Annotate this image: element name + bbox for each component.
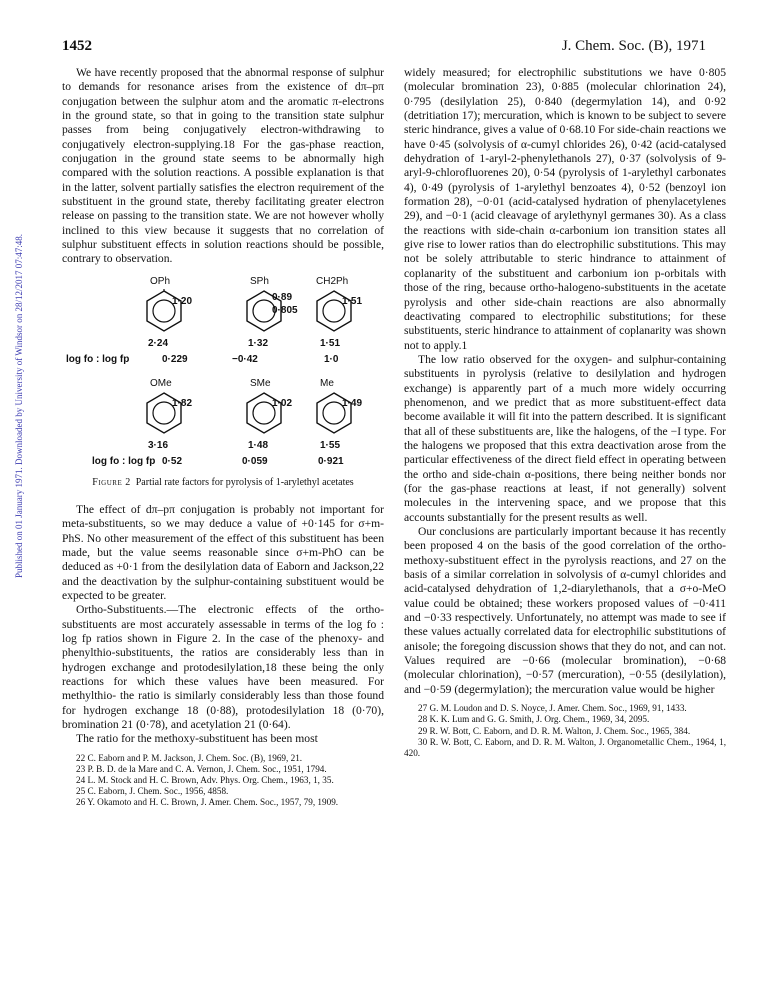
log-ratio-value: 0·059 — [242, 455, 268, 467]
caption-text: Partial rate factors for pyrolysis of 1-arylethyl acetates — [135, 476, 354, 488]
page-header — [62, 38, 706, 60]
left-column — [62, 66, 384, 809]
log-ratio-row-1 — [62, 353, 384, 369]
figure-2 — [62, 275, 384, 489]
log-ratio-value: −0·42 — [232, 353, 258, 365]
ortho-factor: 1·49 — [342, 397, 363, 409]
page-number: 1452 — [62, 38, 92, 54]
molecule-methyl — [298, 377, 368, 455]
substituent-label: SPh — [250, 275, 269, 287]
ortho-factor-2: 0·805 — [272, 304, 298, 316]
para-factor: 1·48 — [248, 439, 269, 451]
reference: 23 P. B. D. de la Mare and C. A. Vernon, J. Chem. Soc., 1951, 1794. — [76, 763, 327, 774]
log-ratio-value: 1·0 — [324, 353, 339, 365]
download-watermark[interactable]: Published on 01 January 1971. Downloaded by University of Windsor on 28/12/2017 07:47:48. — [14, 234, 24, 578]
reference: 27 G. M. Loudon and D. S. Noyce, J. Amer. Chem. Soc., 1969, 91, 1433. — [418, 703, 687, 714]
figure-row-2 — [62, 377, 384, 455]
reference: 24 L. M. Stock and H. C. Brown, Adv. Phys. Org. Chem., 1963, 1, 35. — [76, 775, 334, 786]
log-ratio-label: log fo : log fp — [92, 455, 156, 467]
ortho-factor: 1·20 — [172, 295, 193, 307]
reference: 29 R. W. Bott, C. Eaborn, and D. R. M. Walton, J. Chem. Soc., 1965, 384. — [418, 725, 691, 736]
paragraph: widely measured; for electrophilic substitutions we have 0·805 (molecular bromination 23), 0·885 (molecular chlorination 24), 0·795 (desilylation 25), 0·840 (degermylation 14), and 0·92 (detritiation 17); mercuration, which is known to be subject to severe steric hindrance, gives a value of 0·68.10 For side-chain reactions we have 0·45 (solvolysis of α-cumyl chlorides 26), 0·42 (acid-catalysed dehydration of 1-aryl-2-phenylethanols 27), 0·37 (solvolysis of 9-aryl-9-chlorofluorenes 20), 0·54 (pyrolysis of 1-arylethyl carbonates 4), 0·49 (pyrolysis of 1-arylethyl benzoates 4), 0·52 (benzoyl ion formation 28), −0·01 (acid-catalysed hydration of phenylacetylenes 29), and −0·1 (acid cleavage of arylethynyl germanes 30). As a class the reactions with side-chain α-carbonium ion transition states all give rise to lower ratios than do electrophilic substitutions. This may not be solely attributable to steric hindrance to attainment of coplanarity of the substituent and carbonium ion p-orbitals with those of the ring, because ortho-halogeno-substituents in the acetate pyrolysis and other side-chain reactions are also abnormally deactivating compared to electrophilic substitutions; for these substituents, steric hindrance to attainment of coplanarity was shown not to apply.1 — [404, 66, 726, 352]
ortho-factor: 1·51 — [342, 295, 363, 307]
substituent-label: CH2Ph — [316, 275, 349, 287]
log-ratio-value: 0·921 — [318, 455, 344, 467]
para-factor: 2·24 — [148, 337, 169, 349]
paragraph: Ortho-Substituents.—The electronic effects of the ortho-substituents are most accurately assessable in terms of the log fo : log fp ratios shown in Figure 2. In the case of the phenoxy- and phenylthio-substituents, the ratios are considerably less than in hydrogen exchange and protodesilylation,18 these being the only reactions for which these values have been measured. For methylthio- the ratio is similarly considerably less than those found for hydrogen exchange 18 (0·88), protodesilylation 18 (0·70), bromination 21 (0·78), and acetylation 21 (0·64). — [62, 603, 384, 731]
paragraph: The effect of dπ–pπ conjugation is probably not important for meta-substituents, so we may deduce a value of +0·145 for σ+m-PhS. No other measurement of the effect of this substituent has been made, but the value seems reasonable since σ+m-PhO can be deduced as +0·1 from the desilylation data of Eaborn and Jackson,22 and the deactivation by the sulphur-containing substituent would be expected to be greater. — [62, 502, 384, 602]
substituent-label: OPh — [150, 275, 171, 287]
para-factor: 1·32 — [248, 337, 269, 349]
molecule-omethyl — [128, 377, 198, 455]
footnotes — [404, 703, 726, 759]
substituent-label: OMe — [150, 377, 172, 389]
log-ratio-value: 0·52 — [162, 455, 183, 467]
molecule-ophenyl — [128, 275, 198, 353]
paragraph: Our conclusions are particularly important because it has recently been proposed 4 on the basis of the good correlation of the ortho-methoxy-substituent effect in the pyrolysis reactions, and 27 on the basis of a similar correlation in solvolysis of α-cumyl chlorides and acid-catalysed dehydration of 1,2-diarylethanols, that a σ+o-MeO value could be obtained; these workers proposed values of −0·411 and −0·33 respectively. Unfortunately, no attempt was made to see if these values actually correlated data for electrophilic substitutions of anisole; the foregoing discussion shows that they do not, and can not. Values required are −0·66 (molecular bromination), −0·68 (molecular chlorination), −0·57 (mercuration), −0·55 (desilylation), and −0·59 (degermylation); the mercuration value would be higher — [404, 525, 726, 696]
molecule-sphenyl — [228, 275, 298, 353]
figure-caption — [62, 477, 384, 489]
reference: 22 C. Eaborn and P. M. Jackson, J. Chem. Soc. (B), 1969, 21. — [76, 752, 303, 763]
substituent-label: Me — [320, 377, 334, 389]
para-factor: 1·55 — [320, 439, 341, 451]
ortho-factor: 1·82 — [172, 397, 193, 409]
molecule-benzyl — [298, 275, 368, 353]
caption-label: Figure 2 — [92, 476, 131, 488]
reference: 30 R. W. Bott, C. Eaborn, and D. R. M. Walton, J. Organometallic Chem., 1964, 1, 420. — [404, 736, 726, 758]
log-ratio-label: log fo : log fp — [66, 353, 130, 365]
paragraph: The low ratio observed for the oxygen- and sulphur-containing substituents in pyrolysis (relative to desilylation and hydrogen exchange) is apparently part of a much more widely occurring phenomenon, and we predict that as more substituent-effect data become available it will fit into the pattern described. It is significant that all of these substituents are, like the halogens, of the −I type. For the halogens we proposed that this extra deactivation arose from the particular effectiveness of the direct field effect in operating between the ortho and side-chain α-positions, there being neither bonds nor (for the gas-phase reactions at least, if not generally) solvent molecules in the intervening space, and we propose that this accounts substantially for the present results as well. — [404, 352, 726, 524]
ortho-factor: 1·02 — [272, 397, 293, 409]
molecule-smethyl — [228, 377, 298, 455]
ortho-factor: 0·89 — [272, 291, 293, 303]
substituent-label: SMe — [250, 377, 271, 389]
reference: 25 C. Eaborn, J. Chem. Soc., 1956, 4858. — [76, 786, 229, 797]
right-column — [404, 66, 726, 759]
paragraph: The ratio for the methoxy-substituent has been most — [76, 732, 318, 746]
paragraph: We have recently proposed that the abnormal response of sulphur to demands for resonance arises from the existence of dπ–pπ conjugation between the sulphur atom and the aromatic π-electrons in the ground state, so that in going to the transition state sulphur passes from being conjugatively electron-withdrawing to conjugatively electron-supplying.18 For the gas-phase reaction, conjugation in the ground state seems to be abnormally high compared with the solution reactions. A possible explanation is that in the latter, solvent partially satisfies the electron requirement of the substituent in the ground state, thereby facilitating greater electron release on passing to the transition state. We are not however wholly inclined to this view because it suggests that no correlation of sulphur substituent effects in solution reactions should be possible, contrary to observation. — [62, 66, 384, 266]
para-factor: 3·16 — [148, 439, 169, 451]
reference: 28 K. K. Lum and G. G. Smith, J. Org. Chem., 1969, 34, 2095. — [418, 714, 650, 725]
log-ratio-row-2 — [62, 455, 384, 471]
footnotes — [62, 753, 384, 809]
reference: 26 Y. Okamoto and H. C. Brown, J. Amer. Chem. Soc., 1957, 79, 1909. — [76, 797, 339, 808]
log-ratio-value: 0·229 — [162, 353, 188, 365]
journal-reference: J. Chem. Soc. (B), 1971 — [561, 38, 706, 54]
figure-row-1 — [62, 275, 384, 353]
para-factor: 1·51 — [320, 337, 341, 349]
